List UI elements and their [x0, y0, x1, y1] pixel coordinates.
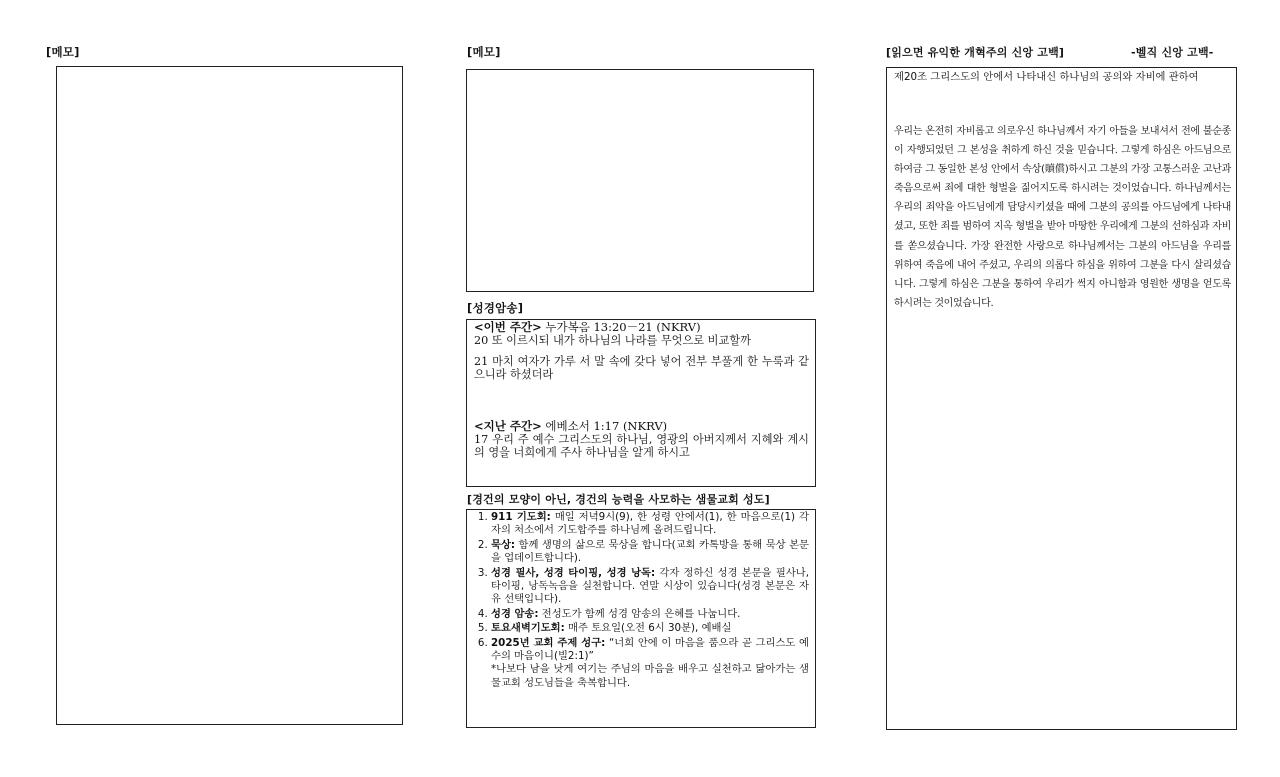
- this-week-reference: 누가복음 13:20－21 (NKRV): [541, 320, 701, 334]
- confession-box: [886, 67, 1237, 730]
- confession-body: 우리는 온전히 자비롭고 의로우신 하나님께서 자기 아들을 보내셔서 전에 불순종이 자행되었던 그 본성을 취하게 하신 것을 믿습니다. 그렇게 하심은 아드님으로 하여금 그 동일한 본성 안에서 속상(贖償)하시고 그분의 가장 고통스러운 고난과 죽음으로써 죄에 대한 형벌을 짊어지도록 하시려는 것이었습니다. 하나님께서는 우리의 죄악을 아드님에게 담당시키셨을 때에 그분의 공의를 아드님에게 나타내셨고, 또한 죄를 범하여 지옥 형벌을 받아 마땅한 우리에게 그분의 선하심과 자비를 쏟으셨습니다. 가장 완전한 사랑으로 하나님께서는 그분의 아드님을 우리를 위하여 죽음에 내어 주셨고, 우리의 의롭다 하심을 위하여 그분을 다시 살리셨습니다. 그렇게 하심은 그분을 통하여 우리가 썩지 아니함과 영원한 생명을 얻도록 하시려는 것이었습니다.: [894, 126, 1231, 309]
- practice-title: 2025년 교회 주제 성구:: [491, 636, 606, 649]
- practice-text: 각자 정하신 성경 본문을 필사나, 타이핑, 낭독녹음을 실천합니다. 연말 시상이 있습니다(성경 본문은 자유 선택입니다).: [491, 566, 809, 606]
- confession-subheading: -벨직 신앙 고백-: [1131, 46, 1214, 59]
- middle-memo-heading: [메모]: [467, 45, 501, 59]
- practice-text: 매주 토요일(오전 6시 30분), 예배실: [564, 622, 732, 635]
- practice-item: [491, 539, 809, 566]
- article-title: 제20조 그리스도의 안에서 나타내신 하나님의 공의와 자비에 관하여: [894, 71, 1199, 83]
- middle-memo-box: [466, 69, 814, 292]
- verse-17: 17 우리 주 예수 그리스도의 하나님, 영광의 아버지께서 지혜와 계시의 영을 너희에게 주사 하나님을 알게 하시고: [474, 433, 809, 459]
- memorization-heading: [성경암송]: [467, 301, 524, 315]
- practice-item: [491, 637, 809, 691]
- last-week-reference-line: [474, 420, 809, 433]
- practice-title: 성경 필사, 성경 타이핑, 성경 낭독:: [491, 566, 656, 579]
- left-memo-box: [56, 66, 403, 725]
- this-week-reference-line: [474, 321, 809, 334]
- last-week-reference: 에베소서 1:17 (NKRV): [541, 419, 668, 433]
- this-week-label: <이번 주간>: [474, 320, 542, 334]
- practice-text: 함께 생명의 삶으로 묵상을 합니다(교회 카톡방을 통해 묵상 본문을 업데이트합니다).: [491, 538, 809, 565]
- practices-box: [466, 509, 816, 728]
- practice-title: 토요새벽기도회:: [491, 622, 565, 635]
- practice-title: 911 기도회:: [491, 511, 551, 523]
- memorization-box: [466, 319, 816, 487]
- practice-text: 전성도가 함께 성경 암송의 은혜를 나눕니다.: [538, 607, 741, 620]
- practice-item: [491, 511, 809, 538]
- practice-text: 매일 저녁9시(9), 한 성령 안에서(1), 한 마음으로(1) 각자의 처소에서 기도합주를 하나님께 올려드립니다.: [491, 511, 809, 537]
- practices-heading: [경건의 모양이 아닌, 경건의 능력을 사모하는 샘물교회 성도]: [467, 493, 770, 506]
- last-week-label: <지난 주간>: [474, 419, 542, 433]
- closing-note: *나보다 남을 낫게 여기는 주님의 마음을 배우고 실천하고 닮아가는 샘물교회 성도님들을 축복합니다.: [491, 663, 809, 689]
- practice-item: [491, 567, 809, 607]
- verse-21: 21 마치 여자가 가루 서 말 속에 갖다 넣어 전부 부풀게 한 누룩과 같으니라 하셨더라: [474, 355, 809, 381]
- verse-20: 20 또 이르시되 내가 하나님의 나라를 무엇으로 비교할까: [474, 334, 751, 347]
- practice-item: [491, 608, 809, 621]
- left-memo-heading: [메모]: [46, 45, 80, 59]
- practice-title: 묵상:: [491, 538, 516, 551]
- practice-text: “너희 안에 이 마음을 품으라 곧 그리스도 예수의 마음이니(빌2:1)”: [491, 636, 809, 663]
- practice-title: 성경 암송:: [491, 607, 539, 620]
- practices-list: [473, 511, 809, 690]
- practice-item: [491, 622, 809, 635]
- confession-heading: [읽으면 유익한 개혁주의 신앙 고백]: [886, 46, 1065, 59]
